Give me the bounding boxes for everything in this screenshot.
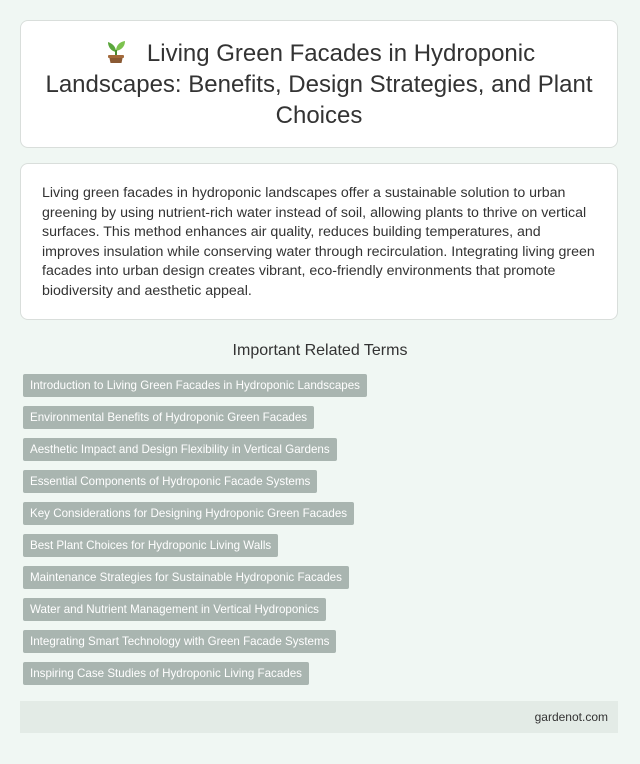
related-term-link[interactable]: Environmental Benefits of Hydroponic Green Facades	[23, 406, 314, 429]
related-terms-list	[23, 374, 367, 694]
related-term-item	[23, 438, 367, 461]
related-term-item	[23, 534, 367, 557]
related-term-item	[23, 406, 367, 429]
related-term-link[interactable]: Maintenance Strategies for Sustainable Hydroponic Facades	[23, 566, 349, 589]
related-term-link[interactable]: Inspiring Case Studies of Hydroponic Living Facades	[23, 662, 309, 685]
related-term-link[interactable]: Key Considerations for Designing Hydroponic Green Facades	[23, 502, 354, 525]
related-term-link[interactable]: Introduction to Living Green Facades in Hydroponic Landscapes	[23, 374, 367, 397]
title-card	[20, 20, 618, 148]
related-term-item	[23, 566, 367, 589]
related-term-link[interactable]: Aesthetic Impact and Design Flexibility in Vertical Gardens	[23, 438, 337, 461]
page-title	[45, 38, 593, 131]
related-term-item	[23, 470, 367, 493]
footer	[20, 701, 618, 733]
page-title-text: Living Green Facades in Hydroponic Landscapes: Benefits, Design Strategies, and Plant Choices	[45, 39, 593, 129]
related-term-item	[23, 662, 367, 685]
related-term-item	[23, 598, 367, 621]
related-term-item	[23, 630, 367, 653]
related-term-item	[23, 374, 367, 397]
related-term-item	[23, 502, 367, 525]
related-term-link[interactable]: Best Plant Choices for Hydroponic Living Walls	[23, 534, 278, 557]
sprout-icon	[103, 38, 129, 64]
intro-text: Living green facades in hydroponic landscapes offer a sustainable solution to urban greening by using nutrient-rich water instead of soil, allowing plants to thrive on vertical surfaces. This method enhances air quality, reduces building temperatures, and improves insulation while conserving water through recirculation. Integrating living green facades into urban design creates vibrant, eco-friendly environments that promote biodiversity and aesthetic appeal.	[42, 185, 595, 299]
related-term-link[interactable]: Essential Components of Hydroponic Facade Systems	[23, 470, 317, 493]
related-term-link[interactable]: Integrating Smart Technology with Green Facade Systems	[23, 630, 336, 653]
related-term-link[interactable]: Water and Nutrient Management in Vertical Hydroponics	[23, 598, 326, 621]
intro-card	[20, 163, 618, 320]
footer-site-name: gardenot.com	[534, 710, 608, 724]
related-terms-heading: Important Related Terms	[232, 342, 408, 359]
